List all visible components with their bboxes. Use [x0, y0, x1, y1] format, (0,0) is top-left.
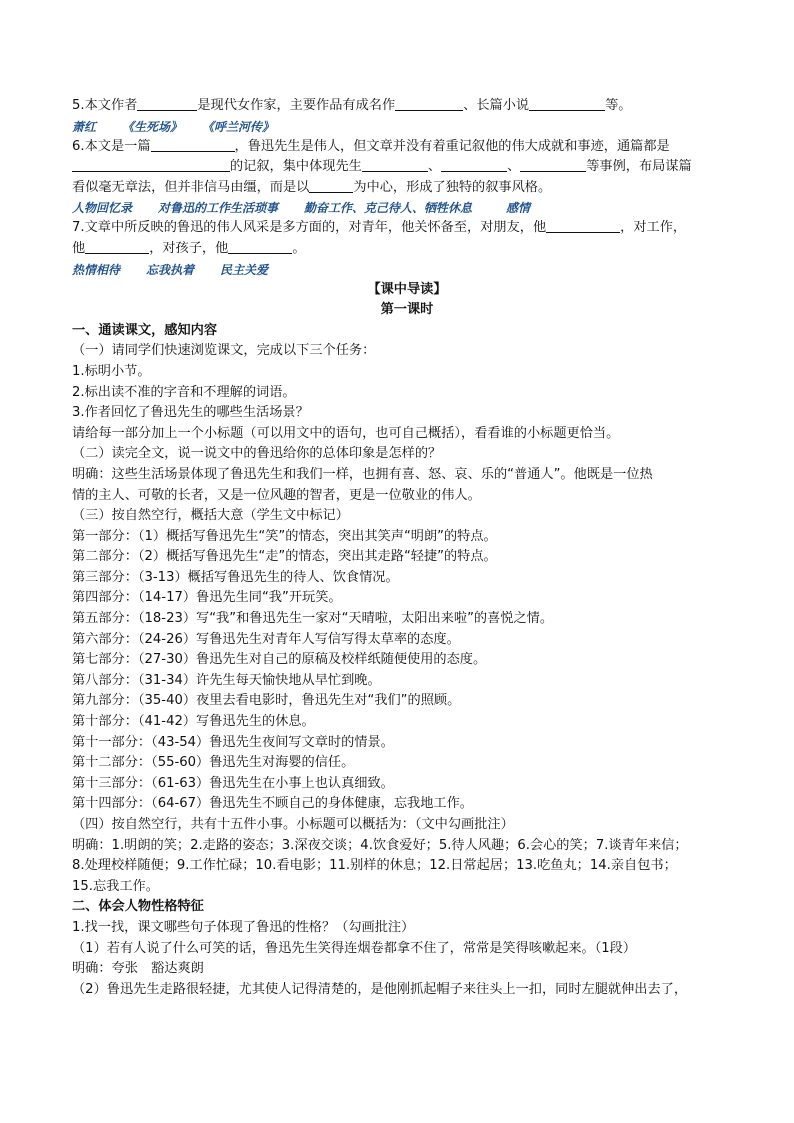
- events-answer: 8.处理校样随便；9.工作忙碌；10.看电影；11.别样的休息；12.日常起居；13.吃鱼丸；14.亲自包书；: [72, 858, 677, 874]
- impression-answer: 明确：这些生活场景体现了鲁迅先生和我们一样，也拥有喜、怒、哀、乐的“普通人”。他既是一位热: [72, 466, 653, 482]
- question-6-line-2: 的记叙，集中体现先生 、 、 等事例，布局谋篇: [72, 157, 742, 178]
- task-item: 2.标出读不准的字音和不理解的词语。: [72, 384, 296, 400]
- part-summary: 第四部分：（14-17）鲁迅先生同“我”开玩笑。: [72, 590, 342, 606]
- blank: [441, 157, 507, 172]
- question-7-line-2: 他 ，对孩子，他 。: [72, 240, 306, 256]
- answer-q7: 热情相待 忘我执着 民主关爱: [72, 262, 269, 277]
- part1-heading: 一、通读课文，感知内容: [72, 322, 218, 338]
- blank: [228, 239, 292, 254]
- answer-q6: 人物回忆录 对鲁迅的工作生活琐事 勤奋工作、克己待人、牺牲休息 感情: [72, 201, 531, 216]
- character-question: 1.找一找，课文哪些句子体现了鲁迅的性格？（勾画批注）: [72, 919, 415, 935]
- question-6-line-3: 看似毫无章法，但并非信马由缰，而是以 为中心，形成了独特的叙事风格。: [72, 179, 552, 195]
- sentence-1-answer: 明确：夸张 豁达爽朗: [72, 961, 204, 977]
- sentence-1: （1）若有人说了什么可笑的话，鲁迅先生笑得连烟卷都拿不住了，常常是笑得咳嗽起来。（1段）: [72, 940, 637, 956]
- blank: [309, 178, 353, 193]
- question-5: 5.本文作者 是现代女作家，主要作品有成名作 、长篇小说 等。: [72, 98, 632, 113]
- part-summary: 第十四部分：（64-67）鲁迅先生不顾自己的身体健康，忘我地工作。: [72, 796, 473, 812]
- part2-heading: 二、体会人物性格特征: [72, 899, 204, 915]
- question-7-line-1: 7.文章中所反映的鲁迅的伟人风采是多方面的，对青年，他关怀备至，对朋友，他 ，对工作，: [72, 220, 687, 236]
- part-summary: 第六部分：（24-26）写鲁迅先生对青年人写信写得太草率的态度。: [72, 631, 460, 647]
- events-question: （四）按自然空行，共有十五件小事。小标题可以概括为：（文中勾画批注）: [72, 817, 514, 832]
- blank: [529, 96, 605, 111]
- events-answer: 明确：1.明朗的笑；2.走路的姿态；3.深夜交谈；4.饮食爱好；5.待人风趣；6.会心的笑；7.谈青年来信；: [72, 837, 688, 853]
- blank: [137, 96, 197, 111]
- answer-q5: 萧红 《生死场》 《呼兰河传》: [72, 119, 275, 134]
- sentence-2: （2）鲁迅先生走路很轻捷，尤其使人记得清楚的，是他刚抓起帽子来往头上一扣，同时左腿就伸出去了，: [72, 981, 688, 997]
- blank: [151, 137, 235, 152]
- summary-question: （三）按自然空行，概括大意（学生文中标记）: [72, 508, 349, 524]
- task-note: 请给每一部分加上一个小标题（可以用文中的语句，也可自己概括），看看谁的小标题更恰当。: [72, 425, 620, 441]
- impression-answer: 情的主人、可敬的长者，又是一位风趣的智者，更是一位敬业的伟人。: [72, 487, 481, 503]
- part-summary: 第五部分：（18-23）写“我”和鲁迅先生一家对“天晴啦，太阳出来啦”的喜悦之情。: [72, 611, 554, 627]
- blank: [85, 239, 149, 254]
- part-summary: 第七部分：（27-30）鲁迅先生对自己的原稿及校样纸随便使用的态度。: [72, 652, 487, 668]
- lesson-title: 第一课时: [380, 302, 434, 318]
- blank: [362, 157, 428, 172]
- part-summary: 第十二部分：（55-60）鲁迅先生对海婴的信任。: [72, 755, 355, 771]
- part-summary: 第三部分：（3-13）概括写鲁迅先生的待人、饮食情况。: [72, 569, 399, 585]
- blank: [520, 157, 586, 172]
- part-summary: 第八部分：（31-34）许先生每天愉快地从早忙到晚。: [72, 672, 381, 688]
- events-answer: 15.忘我工作。: [72, 878, 159, 894]
- part-summary: 第一部分：（1）概括写鲁迅先生“笑”的情态，突出其笑声“明朗”的特点。: [72, 528, 497, 544]
- task-item: 1.标明小节。: [72, 363, 151, 379]
- question-6-line-1: 6.本文是一篇 ，鲁迅先生是伟人，但文章并没有着重记叙他的伟大成就和事迹，通篇都是: [72, 138, 670, 154]
- part-summary: 第二部分：（2）概括写鲁迅先生“走”的情态，突出其走路“轻捷”的特点。: [72, 549, 497, 565]
- task-item: 3.作者回忆了鲁迅先生的哪些生活场景？: [72, 405, 309, 421]
- part-summary: 第十三部分：（61-63）鲁迅先生在小事上也认真细致。: [72, 775, 394, 791]
- section-title: 【课中导读】: [367, 281, 447, 297]
- task-intro: （一）请同学们快速浏览课文，完成以下三个任务：: [72, 343, 376, 359]
- part-summary: 第九部分：（35-40）夜里去看电影时，鲁迅先生对“我们”的照顾。: [72, 693, 461, 709]
- impression-question: （二）读完全文，说一说文中的鲁迅给你的总体印象是怎样的？: [72, 446, 442, 462]
- blank: [72, 157, 230, 172]
- blank: [546, 218, 620, 233]
- part-summary: 第十部分：（41-42）写鲁迅先生的休息。: [72, 714, 315, 730]
- part-summary: 第十一部分：（43-54）鲁迅先生夜间写文章时的情景。: [72, 734, 394, 750]
- blank: [395, 96, 463, 111]
